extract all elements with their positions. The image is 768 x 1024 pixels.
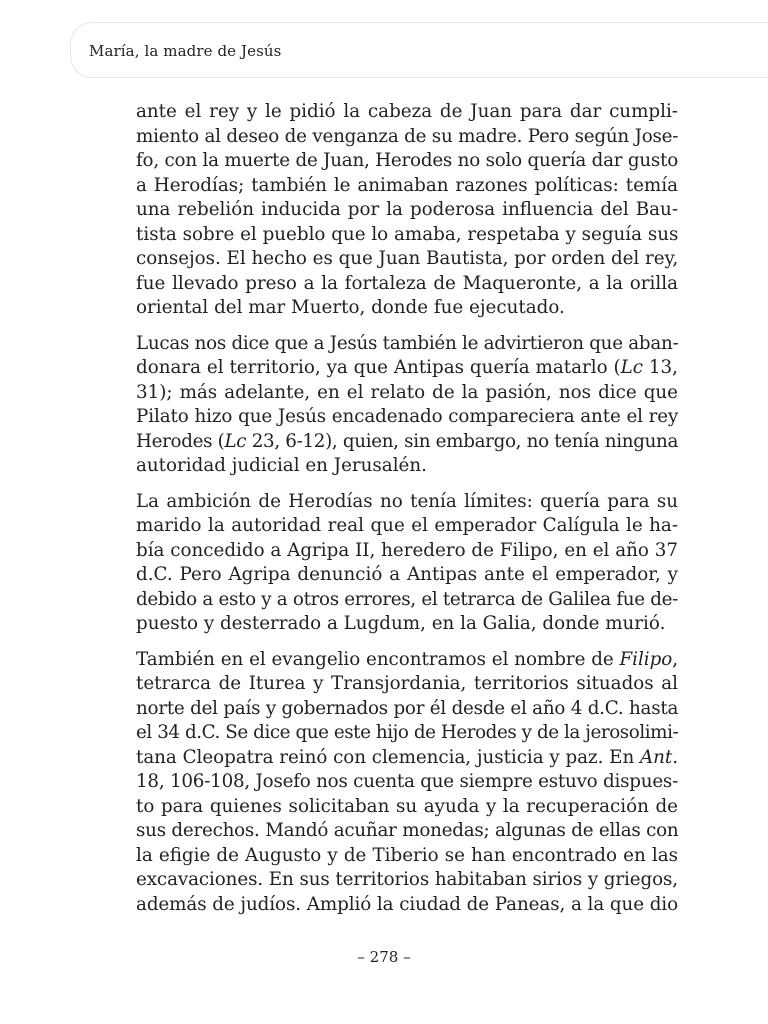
paragraph-1 bbox=[136, 100, 678, 321]
text-line: Lucas nos dice que a Jesús también le advirtieron que aban- bbox=[136, 332, 679, 354]
paragraph-3 bbox=[136, 490, 678, 637]
text-line: el 34 d.C. Se dice que este hijo de Herodes y de la jerosolimi- bbox=[136, 722, 679, 743]
text-line: tista sobre el pueblo que lo amaba, respetaba y seguía sus bbox=[136, 223, 679, 245]
text-line: excavaciones. En sus territorios habitaban sirios y griegos, bbox=[136, 869, 678, 890]
text-line: bía concedido a Agripa II, heredero de Filipo, en el año 37 bbox=[136, 539, 678, 561]
text-line: ante el rey y le pidió la cabeza de Juan para dar cumpli- bbox=[136, 101, 678, 122]
text-line: además de judíos. Amplió la ciudad de Paneas, a la que dio bbox=[136, 893, 678, 915]
text-line: Pilato hizo que Jesús encadenado compareciera ante el rey bbox=[136, 406, 679, 427]
text-line: fo, con la muerte de Juan, Herodes no solo quería dar gusto bbox=[136, 150, 678, 171]
text-line: tana Cleopatra reinó con clemencia, justicia y paz. En Ant. bbox=[136, 746, 678, 768]
text-line: La ambición de Herodías no tenía límites: quería para su bbox=[136, 490, 678, 512]
text-line: oriental del mar Muerto, donde fue ejecutado. bbox=[136, 297, 565, 318]
text-line: miento al deseo de venganza de su madre. Pero según Jose- bbox=[136, 125, 679, 147]
text-line: consejos. El hecho es que Juan Bautista, por orden del rey, bbox=[136, 248, 679, 269]
running-head-bar bbox=[70, 22, 768, 78]
page-number: – 278 – bbox=[357, 948, 411, 966]
text-line: fue llevado preso a la fortaleza de Maqueronte, a la orilla bbox=[136, 272, 678, 294]
paragraph-4 bbox=[136, 648, 678, 918]
text-line: debido a esto y a otros errores, el tetrarca de Galilea fue de- bbox=[136, 588, 678, 610]
paragraph-2 bbox=[136, 332, 678, 479]
running-head: María, la madre de Jesús bbox=[89, 42, 282, 60]
text-line: puesto y desterrado a Lugdum, en la Galia, donde murió. bbox=[136, 613, 666, 634]
text-line: marido la autoridad real que el emperador Calígula le ha- bbox=[136, 515, 678, 536]
text-line: Herodes (Lc 23, 6-12), quien, sin embargo, no tenía ninguna bbox=[136, 430, 679, 452]
text-line: donara el territorio, ya que Antipas quería matarlo (Lc 13, bbox=[136, 357, 678, 378]
text-line: d.C. Pero Agripa denunció a Antipas ante el emperador, y bbox=[136, 564, 678, 585]
text-line: to para quienes solicitaban su ayuda y la recuperación de bbox=[136, 795, 678, 817]
text-line: 31); más adelante, en el relato de la pasión, nos dice que bbox=[136, 381, 678, 403]
text-line: 18, 106-108, Josefo nos cuenta que siempre estuvo dispues- bbox=[136, 771, 679, 792]
text-line: sus derechos. Mandó acuñar monedas; algunas de ellas con bbox=[136, 820, 679, 841]
text-line: También en el evangelio encontramos el nombre de Filipo, bbox=[136, 648, 678, 670]
text-line: una rebelión inducida por la poderosa influencia del Bau- bbox=[136, 199, 678, 220]
text-line: tetrarca de Iturea y Transjordania, territorios situados al bbox=[136, 673, 678, 694]
text-line: autoridad judicial en Jerusalén. bbox=[136, 455, 427, 476]
text-line: norte del país y gobernados por él desde el año 4 d.C. hasta bbox=[136, 697, 679, 719]
text-line: la efigie de Augusto y de Tiberio se han encontrado en las bbox=[136, 844, 678, 866]
body-text bbox=[136, 100, 678, 928]
text-line: a Herodías; también le animaban razones políticas: temía bbox=[136, 174, 678, 196]
